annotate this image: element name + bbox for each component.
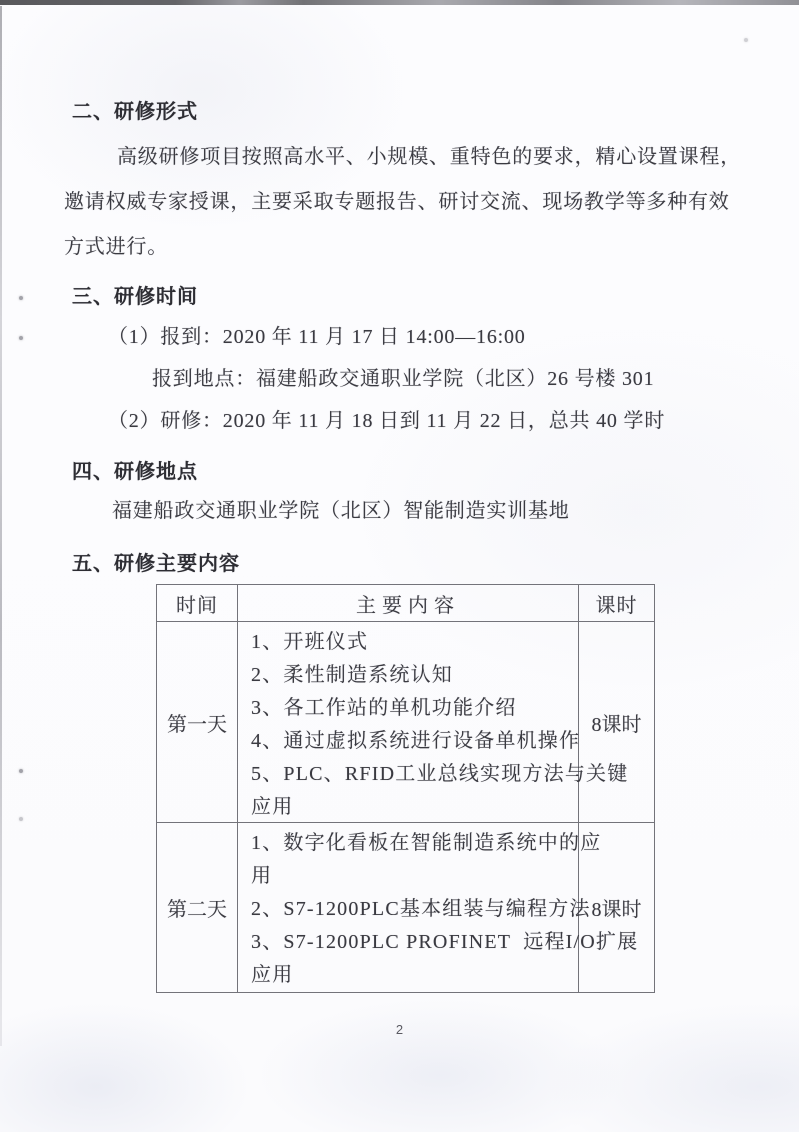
content-line: 3、S7-1200PLC PROFINET 远程I/O扩展	[251, 931, 639, 953]
content-line: 2、柔性制造系统认知	[251, 664, 453, 686]
content-line: 3、各工作站的单机功能介绍	[251, 697, 517, 719]
scan-top-edge-artifact	[0, 0, 799, 5]
scan-speck	[19, 336, 23, 340]
table-row1-hours: 8课时	[579, 622, 654, 823]
schedule-table	[156, 584, 655, 993]
content-line: 1、开班仪式	[251, 631, 369, 653]
scan-speck	[744, 38, 748, 42]
table-header-hours: 课时	[579, 585, 654, 622]
content-line: 用	[251, 865, 273, 887]
section-heading-training-location: 四、研修地点	[72, 461, 198, 483]
content-line: 1、数字化看板在智能制造系统中的应	[251, 832, 602, 854]
section-heading-main-content: 五、研修主要内容	[72, 553, 240, 575]
paragraph-line: 高级研修项目按照高水平、小规模、重特色的要求，精心设置课程，	[117, 146, 741, 168]
training-location-text: 福建船政交通职业学院（北区）智能制造实训基地	[112, 500, 570, 522]
scan-speck	[19, 296, 23, 300]
scan-speck	[19, 769, 23, 773]
content-line: 4、通过虚拟系统进行设备单机操作	[251, 730, 581, 752]
table-row1-day-label: 第一天	[157, 622, 238, 823]
content-line: 2、S7-1200PLC基本组装与编程方法	[251, 898, 591, 920]
table-header-main-content: 主要内容	[238, 585, 579, 622]
scan-left-edge-artifact	[0, 6, 2, 1046]
table-row2-day-label: 第二天	[157, 823, 238, 992]
schedule-item-registration: （1）报到：2020 年 11 月 17 日 14:00—16:00	[108, 326, 526, 348]
paragraph-line: 方式进行。	[64, 236, 168, 258]
section-heading-training-format: 二、研修形式	[72, 101, 198, 123]
content-line: 应用	[251, 964, 294, 986]
schedule-item-registration-location: 报到地点：福建船政交通职业学院（北区）26 号楼 301	[152, 368, 655, 390]
scan-speck	[19, 817, 23, 821]
content-line: 应用	[251, 796, 294, 818]
table-row2-hours: 8课时	[591, 899, 642, 921]
paragraph-line: 邀请权威专家授课，主要采取专题报告、研讨交流、现场教学等多种有效	[64, 191, 730, 213]
schedule-item-training-dates: （2）研修：2020 年 11 月 18 日到 11 月 22 日，总共 40 学时	[108, 410, 666, 432]
table-header-time: 时间	[157, 585, 238, 622]
content-line: 5、PLC、RFID工业总线实现方法与关键	[251, 763, 629, 785]
page-number: 2	[395, 1022, 404, 1037]
section-heading-training-time: 三、研修时间	[72, 286, 198, 308]
